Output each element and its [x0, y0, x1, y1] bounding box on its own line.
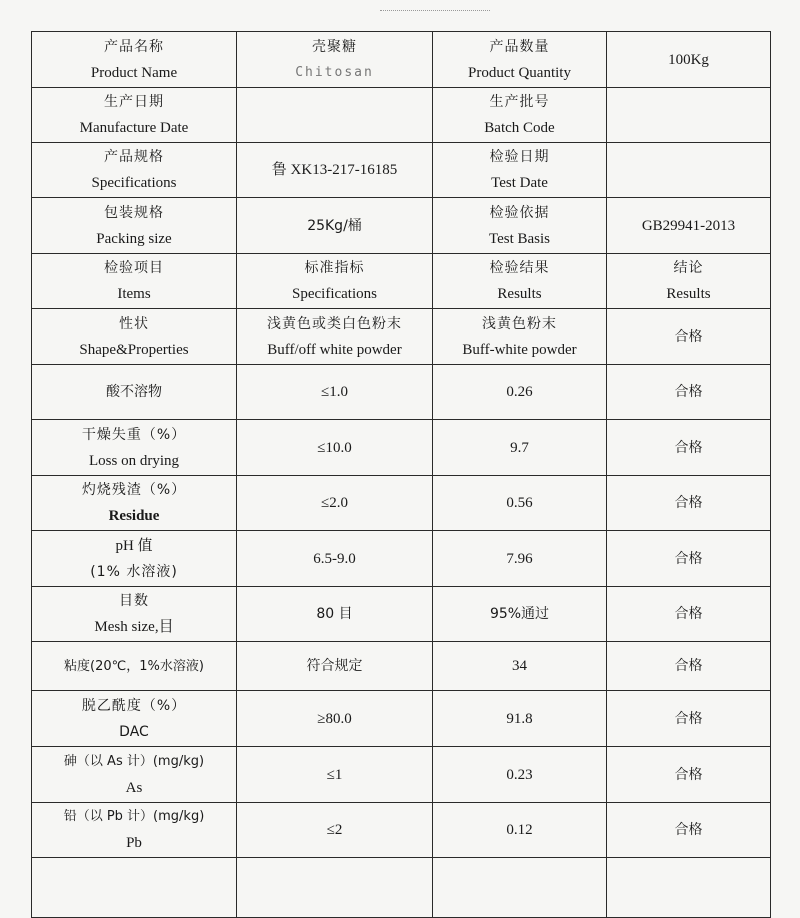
table-header-row — [32, 254, 771, 309]
label-product-quantity: 产品数量 Product Quantity — [433, 32, 607, 88]
item-viscosity: 粘度(20℃，1%水溶液) — [32, 642, 237, 691]
empty-cell — [607, 858, 771, 918]
header-conclusion: 结论 Results — [607, 254, 771, 309]
conclusion-acid-insoluble: 合格 — [607, 365, 771, 420]
label-manufacture-date: 生产日期 Manufacture Date — [32, 88, 237, 143]
item-shape: 性状 Shape&Properties — [32, 309, 237, 365]
spec-residue: ≤2.0 — [237, 476, 433, 531]
item-ph: pH 值 (1% 水溶液) — [32, 531, 237, 587]
conclusion-loss-on-drying: 合格 — [607, 420, 771, 476]
table-row — [32, 587, 771, 642]
value-packing-size: 25Kg/桶 — [237, 198, 433, 254]
spec-loss-on-drying: ≤10.0 — [237, 420, 433, 476]
item-residue: 灼烧残渣（%） Residue — [32, 476, 237, 531]
spec-ph: 6.5-9.0 — [237, 531, 433, 587]
inspection-report-table — [31, 31, 771, 918]
result-acid-insoluble: 0.26 — [433, 365, 607, 420]
label-test-basis: 检验依据 Test Basis — [433, 198, 607, 254]
value-product-name: 壳聚糖 Chitosan — [237, 32, 433, 88]
result-ph: 7.96 — [433, 531, 607, 587]
header-items: 检验项目 Items — [32, 254, 237, 309]
conclusion-lead: 合格 — [607, 803, 771, 858]
label-batch-code: 生产批号 Batch Code — [433, 88, 607, 143]
label-product-name: 产品名称 Product Name — [32, 32, 237, 88]
item-acid-insoluble: 酸不溶物 — [32, 365, 237, 420]
table-row — [32, 803, 771, 858]
label-specifications: 产品规格 Specifications — [32, 143, 237, 198]
value-test-basis: GB29941-2013 — [607, 198, 771, 254]
conclusion-dac: 合格 — [607, 691, 771, 747]
value-product-quantity: 100Kg — [607, 32, 771, 88]
result-mesh-size: 95%通过 — [433, 587, 607, 642]
conclusion-residue: 合格 — [607, 476, 771, 531]
spec-lead: ≤2 — [237, 803, 433, 858]
conclusion-viscosity: 合格 — [607, 642, 771, 691]
conclusion-arsenic: 合格 — [607, 747, 771, 803]
conclusion-shape: 合格 — [607, 309, 771, 365]
result-lead: 0.12 — [433, 803, 607, 858]
value-test-date — [607, 143, 771, 198]
value-batch-code — [607, 88, 771, 143]
result-loss-on-drying: 9.7 — [433, 420, 607, 476]
table-row — [32, 88, 771, 143]
table-row — [32, 691, 771, 747]
empty-cell — [237, 858, 433, 918]
label-packing-size: 包装规格 Packing size — [32, 198, 237, 254]
header-results: 检验结果 Results — [433, 254, 607, 309]
item-loss-on-drying: 干燥失重（%） Loss on drying — [32, 420, 237, 476]
result-viscosity: 34 — [433, 642, 607, 691]
table-row — [32, 309, 771, 365]
table-row-empty — [32, 858, 771, 918]
spec-acid-insoluble: ≤1.0 — [237, 365, 433, 420]
conclusion-ph: 合格 — [607, 531, 771, 587]
spec-viscosity: 符合规定 — [237, 642, 433, 691]
item-lead: 铅（以 Pb 计）(mg/kg) Pb — [32, 803, 237, 858]
item-dac: 脱乙酰度（%） DAC — [32, 691, 237, 747]
conclusion-mesh-size: 合格 — [607, 587, 771, 642]
spec-shape: 浅黄色或类白色粉末 Buff/off white powder — [237, 309, 433, 365]
table-row — [32, 476, 771, 531]
table-row — [32, 198, 771, 254]
spec-dac: ≥80.0 — [237, 691, 433, 747]
table-row — [32, 365, 771, 420]
spec-mesh-size: 80 目 — [237, 587, 433, 642]
table-row — [32, 747, 771, 803]
result-residue: 0.56 — [433, 476, 607, 531]
value-specifications: 鲁 XK13-217-16185 — [237, 143, 433, 198]
table-row — [32, 642, 771, 691]
table-row — [32, 143, 771, 198]
table-row — [32, 420, 771, 476]
table-row — [32, 32, 771, 88]
result-arsenic: 0.23 — [433, 747, 607, 803]
value-manufacture-date — [237, 88, 433, 143]
spec-arsenic: ≤1 — [237, 747, 433, 803]
empty-cell — [433, 858, 607, 918]
label-test-date: 检验日期 Test Date — [433, 143, 607, 198]
table-row — [32, 531, 771, 587]
scan-mark — [380, 10, 490, 17]
result-dac: 91.8 — [433, 691, 607, 747]
empty-cell — [32, 858, 237, 918]
result-shape: 浅黄色粉末 Buff-white powder — [433, 309, 607, 365]
header-specifications: 标准指标 Specifications — [237, 254, 433, 309]
item-arsenic: 砷（以 As 计）(mg/kg) As — [32, 747, 237, 803]
item-mesh-size: 目数 Mesh size,目 — [32, 587, 237, 642]
